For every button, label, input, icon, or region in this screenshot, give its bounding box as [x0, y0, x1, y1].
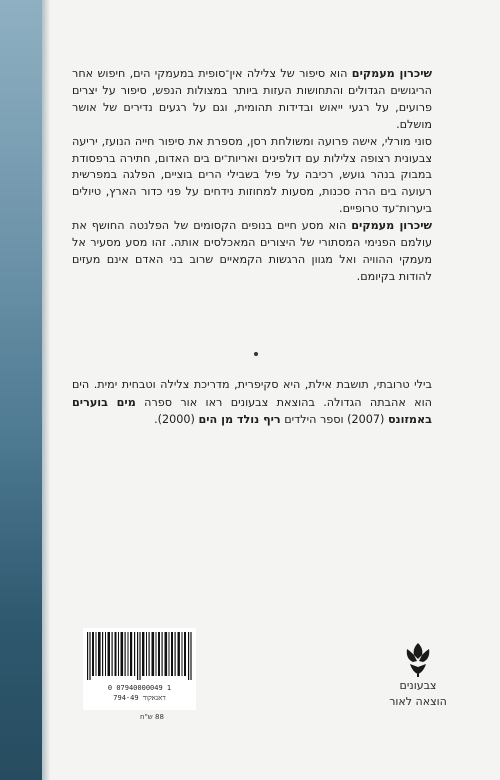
book-title-inline: ריף נולד מן הים: [198, 413, 281, 426]
book-title-inline: שיכרון מעמקים: [351, 219, 432, 233]
barcode-icon: [87, 632, 192, 680]
barcode-code: 794-49 דאנאקוד: [113, 694, 166, 702]
tulip-logo-icon: [401, 640, 435, 678]
spine-shadow: [42, 0, 50, 780]
book-spine: [0, 0, 42, 780]
publisher-subtitle: הוצאה לאור: [389, 695, 447, 708]
description-paragraph-3: שיכרון מעמקים הוא מסע חיים בנופים הקסומים של הפלנטה החושף את עולמם הפנימי המסתורי של היצורים המאכלסים אותה. זהו מסע מסעיר אל מעמקי ההוויה ואל מגוון הרגשות הקמאיים שרוב בני האדם אינם מעזים להודות בקיומם.: [72, 219, 432, 283]
book-description: [72, 66, 432, 286]
barcode-label: [83, 628, 196, 710]
author-bio: בילי טרובתי, תושבת אילת, היא סקיפרית, מדריכת צלילה וטבחית ימית. הים הוא אהבתה הגדולה. בהוצאת צבעונים ראו אור ספרה מים בוערים באמזונס (2007) וספר הילדים ריף נולד מן הים (2000).: [72, 378, 432, 426]
publisher-mark: [388, 640, 448, 710]
description-paragraph-2: סוני מורלי, אישה פרועה ומשולחת רסן, מספרת את סיפור חייה הנועז, יריעה צבעונית רצופה צלילות עם דולפינים ואריות־ים בים האדום, חתירה ברפסודת במבוק בנהר גועש, רכיבה על פיל בשבילי הרים בוציים, הפלגה במפרשית רעועה בים הרה סכנות, מסעות למחוזות נידחים על פני כדור הארץ, טיולים ביערות־עד טרופיים.: [72, 134, 432, 216]
price-label: 88 ש"ח: [140, 713, 164, 721]
description-paragraph-1: שיכרון מעמקים הוא סיפור של צלילה אין־סופית במעמקי הים, חיפוש אחר הריגושים הגדולים והתחושות העזות ביותר במצולות הנפש, סיפור על יצרים פרועים, על רגעי ייאוש ובדידות תהומית, וגם על רגעים נדירים של אושר מושלם.: [72, 67, 433, 131]
book-title-inline: שיכרון מעמקים: [351, 67, 433, 80]
publisher-name: צבעונים: [399, 679, 437, 692]
separator-dot: [254, 352, 258, 356]
book-title-inline: מים בוערים באמזונס: [72, 395, 432, 426]
barcode-digits: 0 07940000049 1: [107, 684, 172, 692]
